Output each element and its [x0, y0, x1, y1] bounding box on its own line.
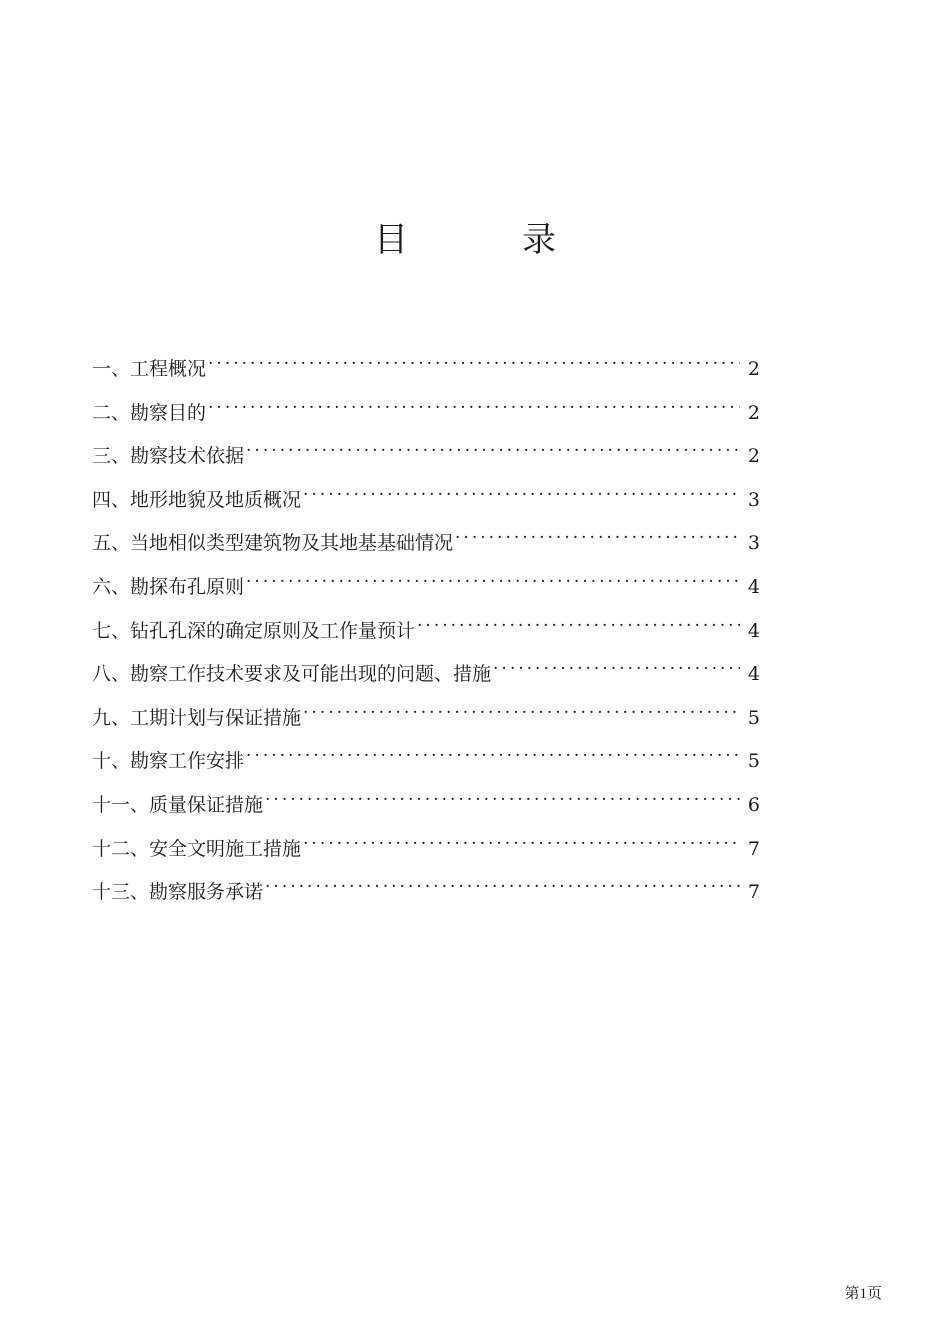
- toc-dot-leader: [246, 735, 740, 767]
- toc-entry-label: 二、勘察目的: [92, 401, 207, 424]
- toc-entry-page: 4: [747, 619, 760, 642]
- toc-entry-label: 五、当地相似类型建筑物及其地基基础情况: [92, 532, 454, 555]
- toc-dot-leader: [208, 387, 740, 419]
- toc-entry-page: 3: [747, 488, 760, 511]
- toc-entry-page: 2: [747, 445, 760, 468]
- toc-entry-page: 2: [747, 401, 760, 424]
- toc-entry-label: 十二、安全文明施工措施: [92, 837, 302, 860]
- toc-entry-page: 6: [747, 793, 760, 816]
- toc-dot-leader: [265, 866, 740, 898]
- toc-dot-leader: [303, 692, 740, 724]
- toc-dot-leader: [208, 343, 740, 375]
- toc-entry-label: 十一、质量保证措施: [92, 793, 264, 816]
- toc-entry-label: 七、钻孔孔深的确定原则及工作量预计: [92, 619, 416, 642]
- toc-entry-label: 十三、勘察服务承诺: [92, 881, 264, 904]
- toc-entry[interactable]: [92, 648, 760, 692]
- table-of-contents: [92, 343, 760, 910]
- toc-dot-leader: [493, 648, 740, 680]
- toc-entry-page: 2: [747, 358, 760, 380]
- toc-entry-label: 三、勘察技术依据: [92, 445, 245, 468]
- toc-entry[interactable]: [92, 343, 760, 387]
- toc-entry-page: 4: [747, 575, 760, 598]
- toc-entry[interactable]: [92, 387, 760, 431]
- page-number-footer: 第1页: [844, 1286, 882, 1302]
- toc-dot-leader: [246, 430, 740, 462]
- toc-dot-leader: [265, 779, 740, 811]
- toc-entry-label: 一、工程概况: [92, 358, 207, 380]
- toc-entry[interactable]: [92, 735, 760, 779]
- toc-entry-label: 九、工期计划与保证措施: [92, 706, 302, 729]
- toc-entry[interactable]: [92, 866, 760, 910]
- toc-entry[interactable]: [92, 561, 760, 605]
- toc-entry[interactable]: [92, 823, 760, 867]
- toc-dot-leader: [303, 823, 740, 855]
- toc-entry-page: 3: [747, 532, 760, 555]
- toc-entry[interactable]: [92, 779, 760, 823]
- toc-entry[interactable]: [92, 517, 760, 561]
- toc-entry-label: 四、地形地貌及地质概况: [92, 488, 302, 511]
- toc-entry[interactable]: [92, 692, 760, 736]
- toc-entry-page: 4: [747, 663, 760, 686]
- toc-dot-leader: [455, 517, 740, 549]
- toc-entry-label: 十、勘察工作安排: [92, 750, 245, 773]
- toc-entry[interactable]: [92, 605, 760, 649]
- toc-title: 目 录: [374, 220, 596, 260]
- toc-entry-label: 八、勘察工作技术要求及可能出现的问题、措施: [92, 663, 492, 686]
- toc-dot-leader: [303, 474, 740, 506]
- toc-dot-leader: [246, 561, 740, 593]
- toc-entry-page: 5: [747, 706, 760, 729]
- toc-entry-label: 六、勘探布孔原则: [92, 575, 245, 598]
- toc-dot-leader: [417, 605, 740, 637]
- toc-entry[interactable]: [92, 474, 760, 518]
- toc-entry[interactable]: [92, 430, 760, 474]
- toc-entry-page: 5: [747, 750, 760, 773]
- toc-entry-page: 7: [747, 881, 760, 904]
- toc-entry-page: 7: [747, 837, 760, 860]
